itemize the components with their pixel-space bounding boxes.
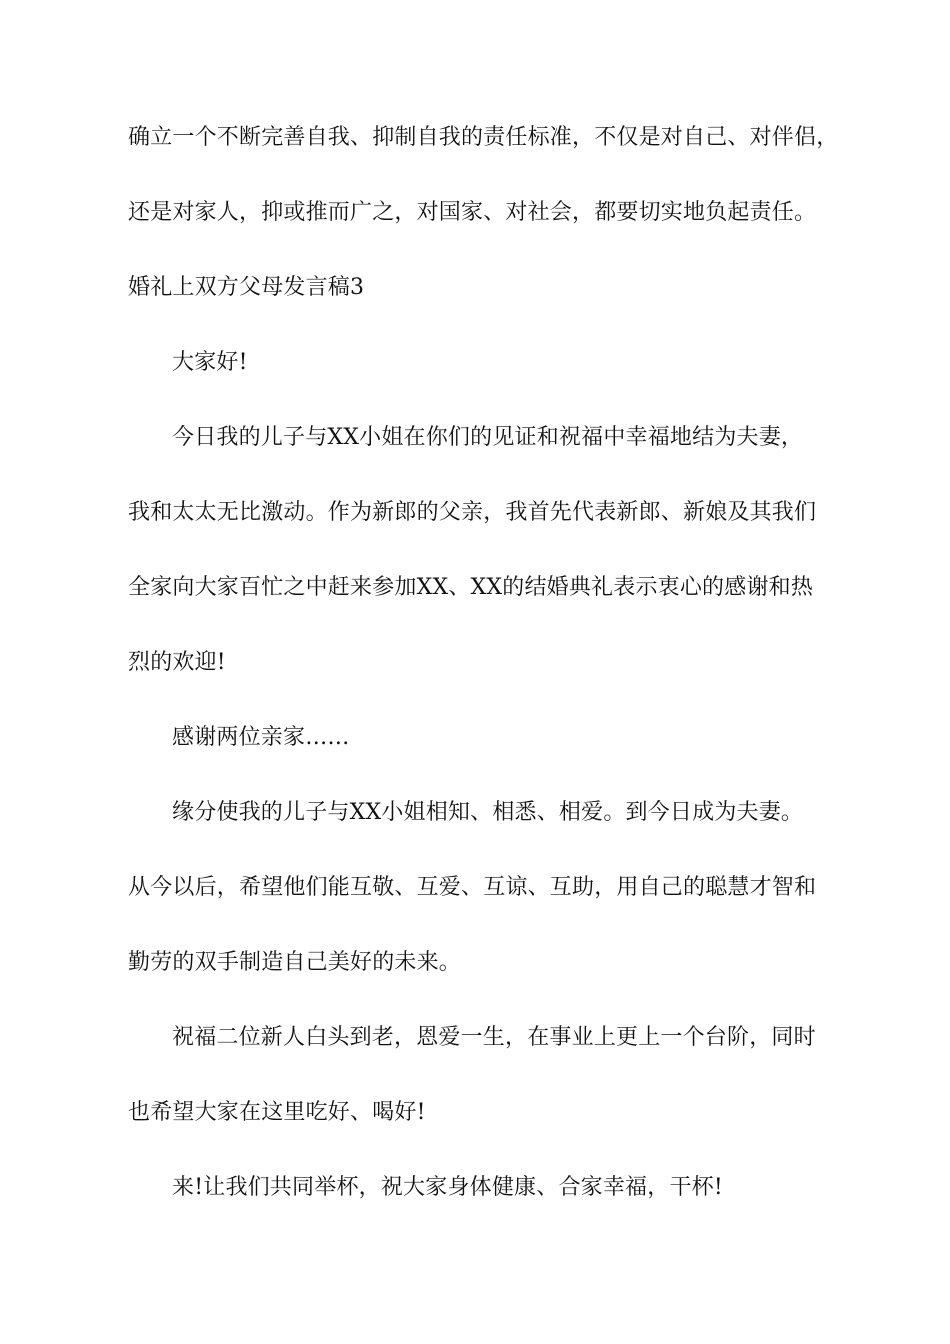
text-line: 缘分使我的儿子与XX小姐相知、相悉、相爱。到今日成为夫妻。 <box>172 800 804 825</box>
text-line: 全家向大家百忙之中赶来参加XX、XX的结婚典礼表示衷心的感谢和热 <box>128 575 814 600</box>
section-heading: 婚礼上双方父母发言稿3 <box>128 275 365 300</box>
text-line: 从今以后，希望他们能互敬、互爱、互谅、互助，用自己的聪慧才智和 <box>128 875 817 900</box>
text-line: 来!让我们共同举杯，祝大家身体健康、合家幸福，干杯! <box>172 1175 723 1200</box>
text-line: 今日我的儿子与XX小姐在你们的见证和祝福中幸福地结为夫妻， <box>172 425 804 450</box>
text-line: 确立一个不断完善自我、抑制自我的责任标准，不仅是对自己、对伴侣， <box>128 125 839 150</box>
text-line: 勤劳的双手制造自己美好的未来。 <box>128 950 462 975</box>
text-line: 感谢两位亲家…… <box>172 725 350 750</box>
text-line: 也希望大家在这里吃好、喝好! <box>128 1100 426 1125</box>
text-line: 大家好! <box>172 350 248 375</box>
text-line: 烈的欢迎! <box>128 650 226 675</box>
text-line: 还是对家人，抑或推而广之，对国家、对社会，都要切实地负起责任。 <box>128 200 817 225</box>
text-line: 我和太太无比激动。作为新郎的父亲，我首先代表新郎、新娘及其我们 <box>128 500 817 525</box>
text-line: 祝福二位新人白头到老，恩爱一生，在事业上更上一个台阶，同时 <box>172 1025 816 1050</box>
